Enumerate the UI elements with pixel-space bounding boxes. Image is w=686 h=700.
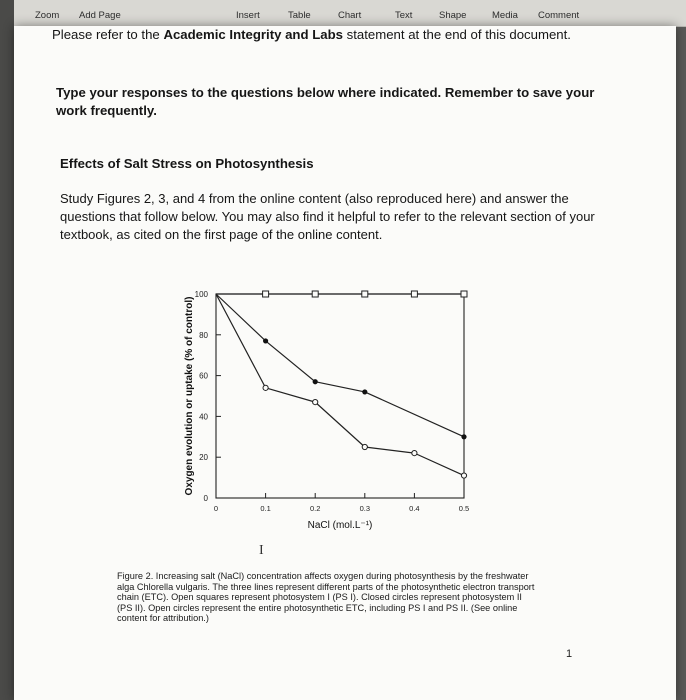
add-page-button[interactable]: Add Page — [79, 10, 121, 21]
x-axis-label: NaCl (mol.L⁻¹) — [307, 520, 373, 531]
closed-circle-point — [263, 338, 268, 343]
y-tick-label: 80 — [199, 330, 208, 340]
open-circle-point — [461, 473, 466, 478]
open-square-point — [411, 291, 417, 297]
figure-2-chart — [164, 276, 484, 561]
open-circle-point — [313, 400, 318, 405]
closed-circle-point — [362, 389, 367, 394]
open-square-point — [312, 291, 318, 297]
figure-caption: Figure 2. Increasing salt (NaCl) concentration affects oxygen during photosynthesis by the freshwater alga Chlorella vulgaris. The three lines represent different parts of the photosynthetic electron transport chain (ETC). Open squares represent photosystem I (PS I). Closed circles represent photosystem II (PS II). Open circles represent the entire photosynthetic ETC, including PS I and PS II. (See online content for attribution.) — [117, 571, 535, 624]
chart-button[interactable]: Chart — [338, 10, 362, 21]
y-axis-label: Oxygen evolution or uptake (% of control) — [184, 296, 195, 496]
y-tick-label: 0 — [203, 494, 208, 503]
comment-button[interactable]: Comment — [538, 10, 580, 21]
document-page[interactable] — [14, 26, 676, 700]
y-tick-label: 60 — [199, 371, 208, 381]
media-button[interactable]: Media — [492, 10, 518, 21]
text-button[interactable]: Text — [395, 10, 413, 21]
text-cursor: I — [259, 543, 264, 558]
y-tick-label: 20 — [199, 453, 208, 463]
zoom-button[interactable]: Zoom — [35, 10, 60, 21]
x-tick-label: 0.1 — [260, 504, 271, 513]
y-tick-label: 100 — [194, 290, 208, 299]
x-tick-label: 0.3 — [359, 504, 371, 513]
instruction-text: Type your responses to the questions below where indicated. Remember to save your work frequently. — [56, 85, 595, 118]
page-number: 1 — [566, 648, 573, 660]
y-tick-label: 40 — [199, 412, 208, 422]
x-tick-label: 0 — [213, 504, 219, 513]
open-square-point — [263, 291, 269, 297]
study-text: Study Figures 2, 3, and 4 from the online content (also reproduced here) and answer the questions that follow below. You may also find it helpful to refer to the relevant section of your textbook, as cited on the first page of the online content. — [60, 191, 595, 242]
x-tick-label: 0.4 — [409, 504, 420, 513]
window-edge — [0, 0, 14, 700]
shape-button[interactable]: Shape — [439, 10, 467, 21]
x-tick-label: 0.2 — [309, 504, 321, 513]
closed-circle-point — [313, 379, 318, 384]
open-circle-point — [362, 444, 367, 449]
intro-bold: Academic Integrity and Labs — [163, 27, 343, 42]
insert-button[interactable]: Insert — [236, 10, 260, 21]
open-square-point — [461, 291, 467, 297]
table-button[interactable]: Table — [288, 10, 311, 21]
plot-frame — [216, 294, 464, 498]
series-line-open-circle — [216, 294, 464, 476]
open-square-point — [362, 291, 368, 297]
intro-text: Please refer to the Academic Integrity and Labs statement at the end of this document. — [52, 27, 571, 42]
section-heading: Effects of Salt Stress on Photosynthesis — [60, 156, 314, 171]
app-toolbar — [0, 0, 686, 27]
closed-circle-point — [461, 434, 466, 439]
open-circle-point — [263, 385, 268, 390]
x-tick-label: 0.5 — [458, 504, 470, 513]
open-circle-point — [412, 451, 417, 456]
